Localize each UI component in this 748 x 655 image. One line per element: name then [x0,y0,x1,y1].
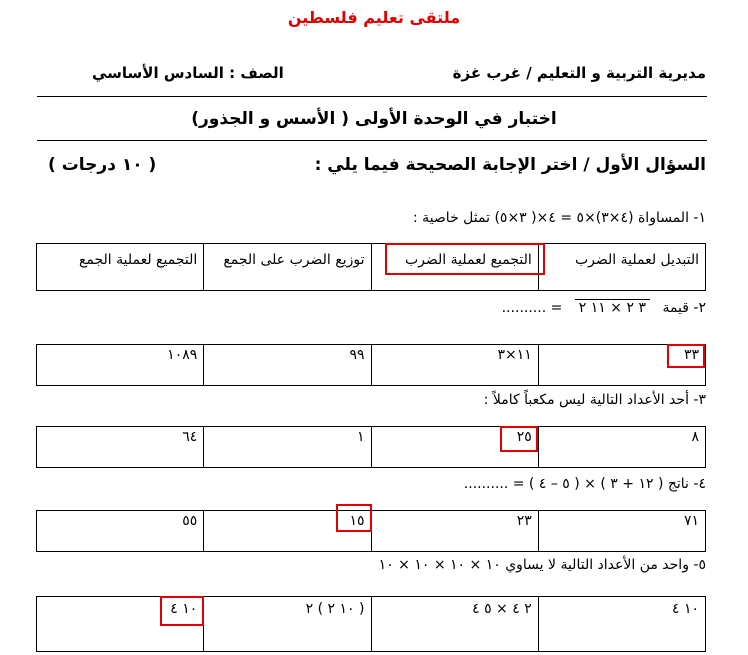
question-1-options [36,243,706,291]
q2-option-b[interactable]: ١١×٣ [371,345,538,386]
q4-answer-highlight [336,504,372,532]
q5-option-c[interactable]: ( ١٠ ٢ ) ٢ [204,597,371,652]
question-2-options [36,344,706,386]
q5-answer-highlight [160,596,204,626]
q5-option-d[interactable]: ١٠ ٤ [37,597,204,652]
q1-answer-highlight [385,243,545,275]
q2-answer-highlight [667,344,705,368]
q5-option-a[interactable]: ١٠ ٤ [538,597,705,652]
exam-title: اختبار في الوحدة الأولى ( الأسس و الجذور) [191,109,557,129]
q2-option-d[interactable]: ١٠٨٩ [37,345,204,386]
q4-option-c[interactable]: ١٥ [204,511,371,552]
question-5-text: ٥- واحد من الأعداد التالية لا يساوي ١٠ × ١٠ × ١٠ × ١٠ [378,557,706,573]
q3-answer-highlight [500,426,538,452]
question-2 [502,300,706,316]
q1-option-a[interactable]: التبديل لعملية الضرب [538,244,705,291]
q5-option-b[interactable]: ٢ ٤ × ٥ ٤ [371,597,538,652]
q2-option-c[interactable]: ٩٩ [204,345,371,386]
q1-option-c[interactable]: توزيع الضرب على الجمع [204,244,371,291]
q4-option-a[interactable]: ٧١ [538,511,705,552]
question-3-text: ٣- أحد الأعداد التالية ليس مكعباً كاملاً : [483,392,706,408]
question-5-options [36,596,706,652]
q4-option-b[interactable]: ٢٣ [371,511,538,552]
q3-option-a[interactable]: ٨ [538,427,705,468]
q2-option-a[interactable]: ٣٣ [538,345,705,386]
q4-option-d[interactable]: ٥٥ [37,511,204,552]
question-3-options [36,426,706,468]
q3-option-d[interactable]: ٦٤ [37,427,204,468]
q1-option-b[interactable]: التجميع لعملية الضرب [371,244,538,291]
question-2-suffix: = .......... [501,300,563,316]
q1-option-d[interactable]: التجميع لعملية الجمع [37,244,204,291]
section-question: السؤال الأول / اختر الإجابة الصحيحة فيما يلي : [314,155,706,175]
question-1-text: ١- المساواة (٤×٣)×٥ = ٤×( ٣×٥) تمثل خاصية : [413,210,706,226]
q3-option-b[interactable]: ٢٥ [371,427,538,468]
title-divider [37,140,707,141]
q3-option-c[interactable]: ١ [204,427,371,468]
grade-label: الصف : السادس الأساسي [92,64,284,82]
header-divider [37,96,707,97]
question-2-formula: ٣ ٢ × ١١ ٢ [575,299,650,316]
site-title: ملتقى تعليم فلسطين [287,8,461,27]
question-2-text: ٢- قيمة [662,300,706,316]
question-4-text: ٤- ناتج ( ١٢ + ٣ ) × ( ٥ – ٤ ) = .......... [463,476,706,492]
section-marks: ( ١٠ درجات ) [48,155,157,175]
directorate-label: مديرية التربية و التعليم / غرب غزة [452,64,706,82]
